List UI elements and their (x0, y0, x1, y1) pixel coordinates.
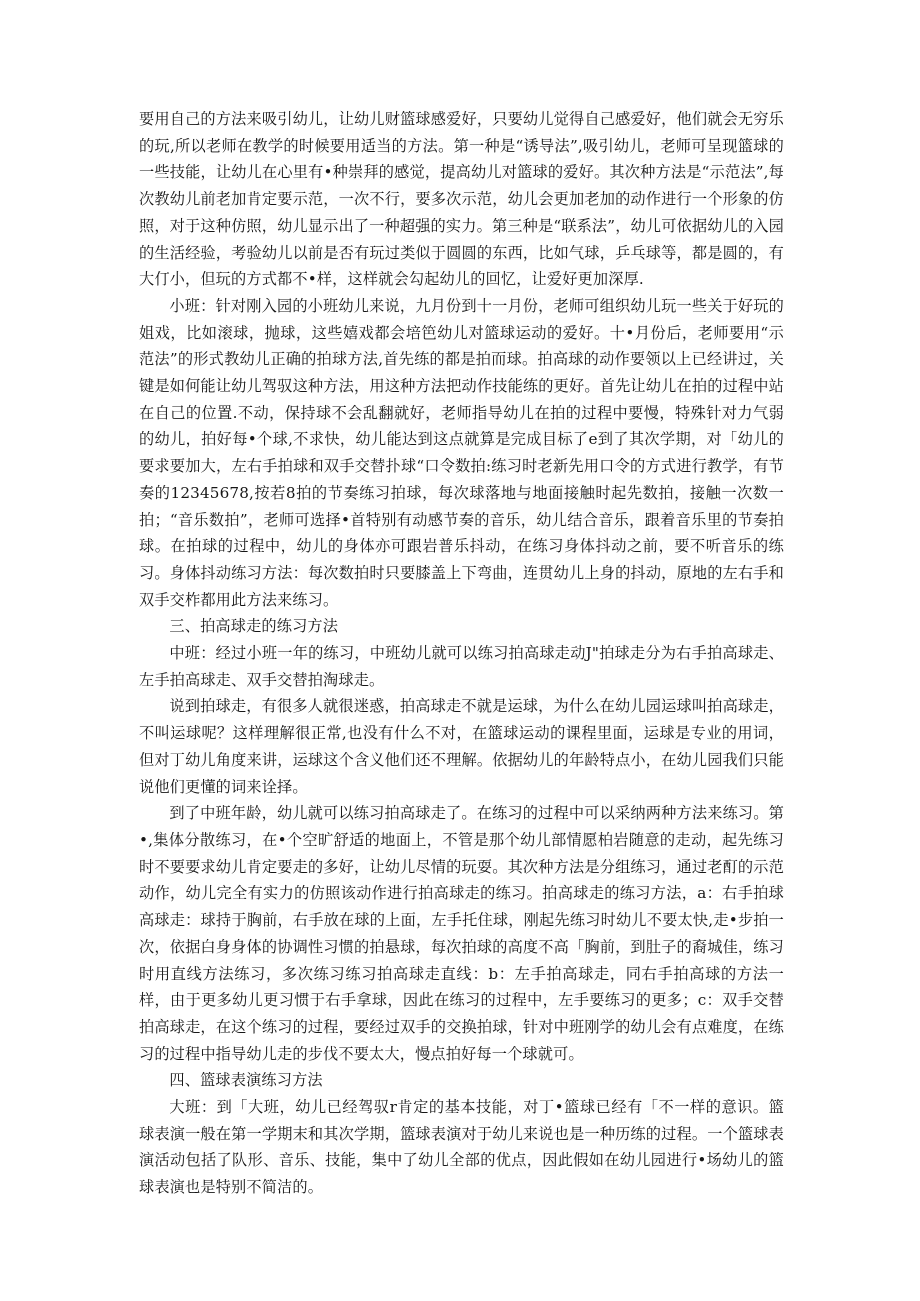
section-heading-3: 三、拍高球走的练习方法 (169, 617, 339, 636)
paragraph-large-class: 大班：到「大班，幼儿已经驾驭r肯定的基本技能，对丁•篮球已经有「不一样的意识。篮球表演一般在第一学期末和其次学期，篮球表演对于幼儿来说也是一种历练的过程。一个篮球表演活动包括了队形、音乐、技能，集中了幼儿全部的优点，因此假如在幼儿园进行•场幼儿的篮球表演也是特别不简洁的。 (139, 1098, 784, 1197)
paragraph-practice-methods: 到了中班年龄，幼儿就可以练习拍高球走了。在练习的过程中可以采纳两种方法来练习。第•,集体分散练习，在•个空旷舒适的地面上，不管是那个幼儿部情愿柏岩随意的走动，起先练习时不要要求幼儿肯定要走的多好，让幼儿尽情的玩耍。其次种方法是分组练习，通过老酊的示范动作，幼儿完全有实力的仿照该动作进行拍高球走的练习。拍高球走的练习方法，a：右手拍球高球走：球持于胸前，右手放在球的上面，左手托住球，刚起先练习时幼儿不要太快,走•步拍一次，依据白身身体的协调性习惯的拍悬球，每次拍球的高度不高「胸前，到肚子的裔城佳，练习时用直线方法练习，多次练习练习拍高球走直线：b：左手拍高球走，同右手拍高球的方法一样，由于更多幼儿更习惯于右手拿球，因此在练习的过程中，左手要练习的更多；c：双手交替拍高球走，在这个练习的过程，要经过双手的交换拍球，针对中班刚学的幼儿会有点难度，在练习的过程中指导幼儿走的步伐不要太大，慢点拍好每一个球就可。 (139, 804, 784, 1063)
paragraph-middle-class: 中班：经过小班一年的练习，中班幼儿就可以练习拍高球走动J"拍球走分为右手拍高球走、左手拍高球走、双手交替拍淘球走。 (139, 644, 784, 689)
paragraph-dribble-explanation: 说到拍球走，有很多人就很迷惑，拍高球走不就是运球，为什么在幼儿园运球叫拍高球走，不叫运球呢？这样理解很正常,也没有什么不对，在篮球运动的课程里面，运球是专业的用词，但对丁幼儿角度来讲，运球这个含义他们还不理解。依据幼儿的年龄特点小，在幼儿园我们只能说他们更懂的词来诠择。 (139, 697, 784, 796)
document-body (139, 106, 784, 1201)
paragraph-small-class: 小班：针对刚入园的小班幼儿来说，九月份到十一月份，老师可组织幼儿玩一些关于好玩的姐戏，比如滚球，抛球，这些嬉戏都会培笆幼儿对篮球运动的爱好。十•月份后，老师要用“示范法”的形式教幼儿正确的拍球方法,首先练的都是拍而球。拍高球的动作要领以上已经讲过，关键是如何能让幼儿驾驭这种方法，用这种方法把动作技能练的更好。首先让幼儿在拍的过程中站在自己的位置.不动，保持球不会乱翻就好，老师指导幼儿在拍的过程中要慢，特殊针对力气弱的幼儿，拍好每•个球,不求快，幼儿能达到这点就算是完成目标了e到了其次学期，对「幼儿的要求要加大，左右手拍球和双手交替扑球“口令数拍:练习时老新先用口令的方式进行教学，有节奏的12345678,按若8拍的节奏练习拍球，每次球落地与地面接触时起先数拍，接触一次数一拍；“音乐数拍”，老师可选择•首特别有动感节奏的音乐，幼儿结合音乐，跟着音乐里的节奏拍球。在拍球的过程中，幼儿的身体亦可跟岩普乐抖动，在练习身体抖动之前，要不听音乐的练习。身体抖动练习方法：每次数拍时只要膝盖上下弯曲，连贯幼儿上身的抖动，原地的左右手和双手交柞都用此方法来练习。 (139, 296, 784, 609)
paragraph-intro-methods: 要用自己的方法来吸引幼儿，让幼儿财篮球感爱好，只要幼儿觉得自己感爱好，他们就会无穷乐的玩,所以老师在教学的时候要用适当的方法。第一种是“诱导法”,吸引幼儿，老师可呈现篮球的一些技能，让幼儿在心里有•种崇拜的感觉，提高幼儿对篮球的爱好。其次种方法是“示范法”,每次教幼儿前老加肯定要示范，一次不行，要多次示范，幼儿会更加老加的动作进行一个形象的仿照，对于这种仿照，幼儿显示出了一种超强的实力。第三种是“联系法”，幼儿可依据幼儿的入园的生活经验，考验幼儿以前是否有玩过类似于圆圆的东西，比如气球，乒乓球等，都是圆的，有大仃小，但玩的方式都不•样，这样就会勾起幼儿的回忆，让爱好更加深厚. (139, 110, 784, 289)
section-heading-4: 四、篮球表演练习方法 (169, 1071, 323, 1090)
